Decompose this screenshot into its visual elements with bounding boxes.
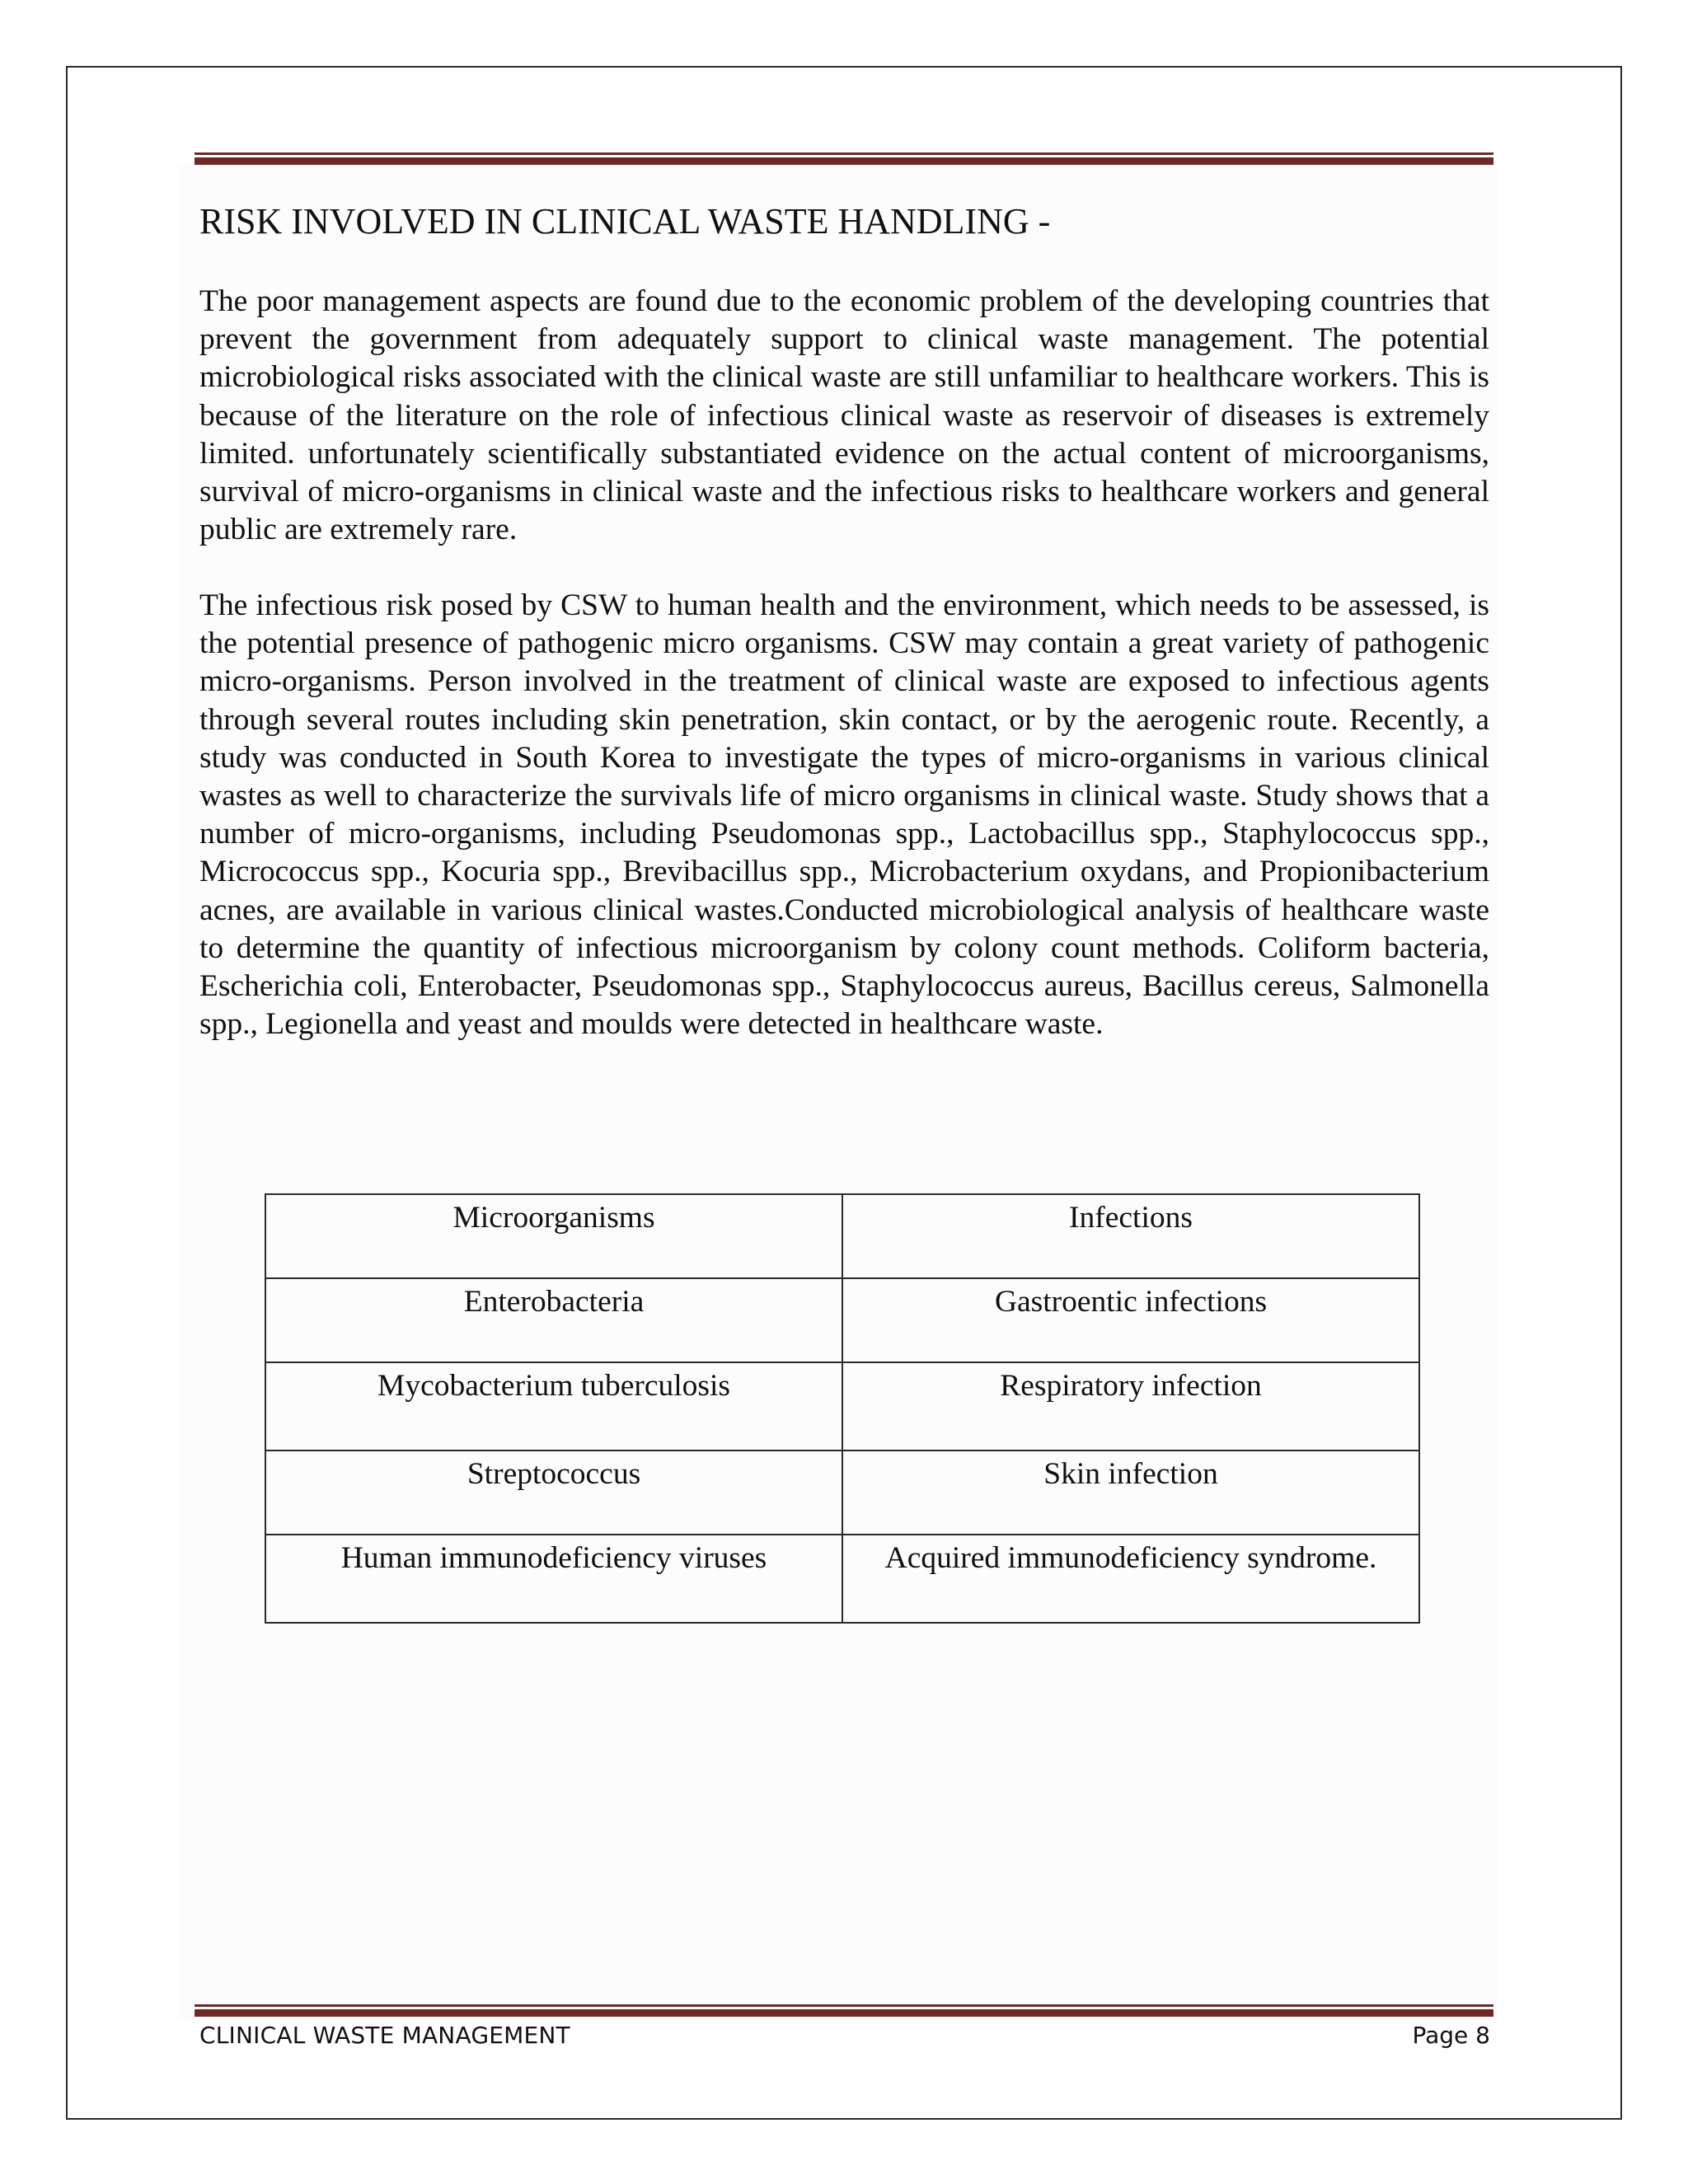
table-cell-microorganism: Enterobacteria: [265, 1278, 842, 1362]
footer-title: CLINICAL WASTE MANAGEMENT: [199, 2022, 570, 2049]
section-heading: RISK INVOLVED IN CLINICAL WASTE HANDLING -: [199, 201, 1051, 241]
table-cell-infection: Acquired immunodeficiency syndrome.: [842, 1535, 1419, 1623]
table-cell-infection: Skin infection: [842, 1451, 1419, 1535]
table-cell-microorganism: Streptococcus: [265, 1451, 842, 1535]
table-header-row: [265, 1194, 1419, 1278]
table-row: [265, 1278, 1419, 1362]
paragraph-2: The infectious risk posed by CSW to human health and the environment, which needs to be assessed, is the potential presence of pathogenic micro organisms. CSW may contain a great variety of pathogenic micro-organisms. Person involved in the treatment of clinical waste are exposed to infectious agents through several routes including skin penetration, skin contact, or by the aerogenic route. Recently, a study was conducted in South Korea to investigate the types of micro-organisms in various clinical wastes as well to characterize the survivals life of micro organisms in clinical waste. Study shows that a number of micro-organisms, including Pseudomonas spp., Lactobacillus spp., Staphylococcus spp., Micrococcus spp., Kocuria spp., Brevibacillus spp., Microbacterium oxydans, and Propionibacterium acnes, are available in various clinical wastes.Conducted microbiological analysis of healthcare waste to determine the quantity of infectious microorganism by colony count methods. Coliform bacteria, Escherichia coli, Enterobacter, Pseudomonas spp., Staphylococcus aureus, Bacillus cereus, Salmonella spp., Legionella and yeast and moulds were detected in healthcare waste.: [199, 588, 1489, 1042]
microorganism-infection-table: [265, 1193, 1420, 1624]
paragraph-1: The poor management aspects are found due to the economic problem of the developing countries that prevent the government from adequately support to clinical waste management. The potential microbiological risks associated with the clinical waste are still unfamiliar to healthcare workers. This is because of the literature on the role of infectious clinical waste as reservoir of diseases is extremely limited. unfortunately scientifically substantiated evidence on the actual content of microorganisms, survival of micro-organisms in clinical waste and the infectious risks to healthcare workers and general public are extremely rare.: [199, 284, 1489, 547]
table-cell-infection: Gastroentic infections: [842, 1278, 1419, 1362]
table-cell-infection: Respiratory infection: [842, 1362, 1419, 1451]
page-number: Page 8: [1412, 2022, 1490, 2049]
table-row: [265, 1535, 1419, 1623]
table-cell-microorganism: Human immunodeficiency viruses: [265, 1535, 842, 1623]
header-rule: [195, 152, 1493, 165]
footer-rule: [195, 2004, 1493, 2017]
table-header-cell: Infections: [842, 1194, 1419, 1278]
table-row: [265, 1362, 1419, 1451]
table-row: [265, 1451, 1419, 1535]
table-cell-microorganism: Mycobacterium tuberculosis: [265, 1362, 842, 1451]
table-header-cell: Microorganisms: [265, 1194, 842, 1278]
